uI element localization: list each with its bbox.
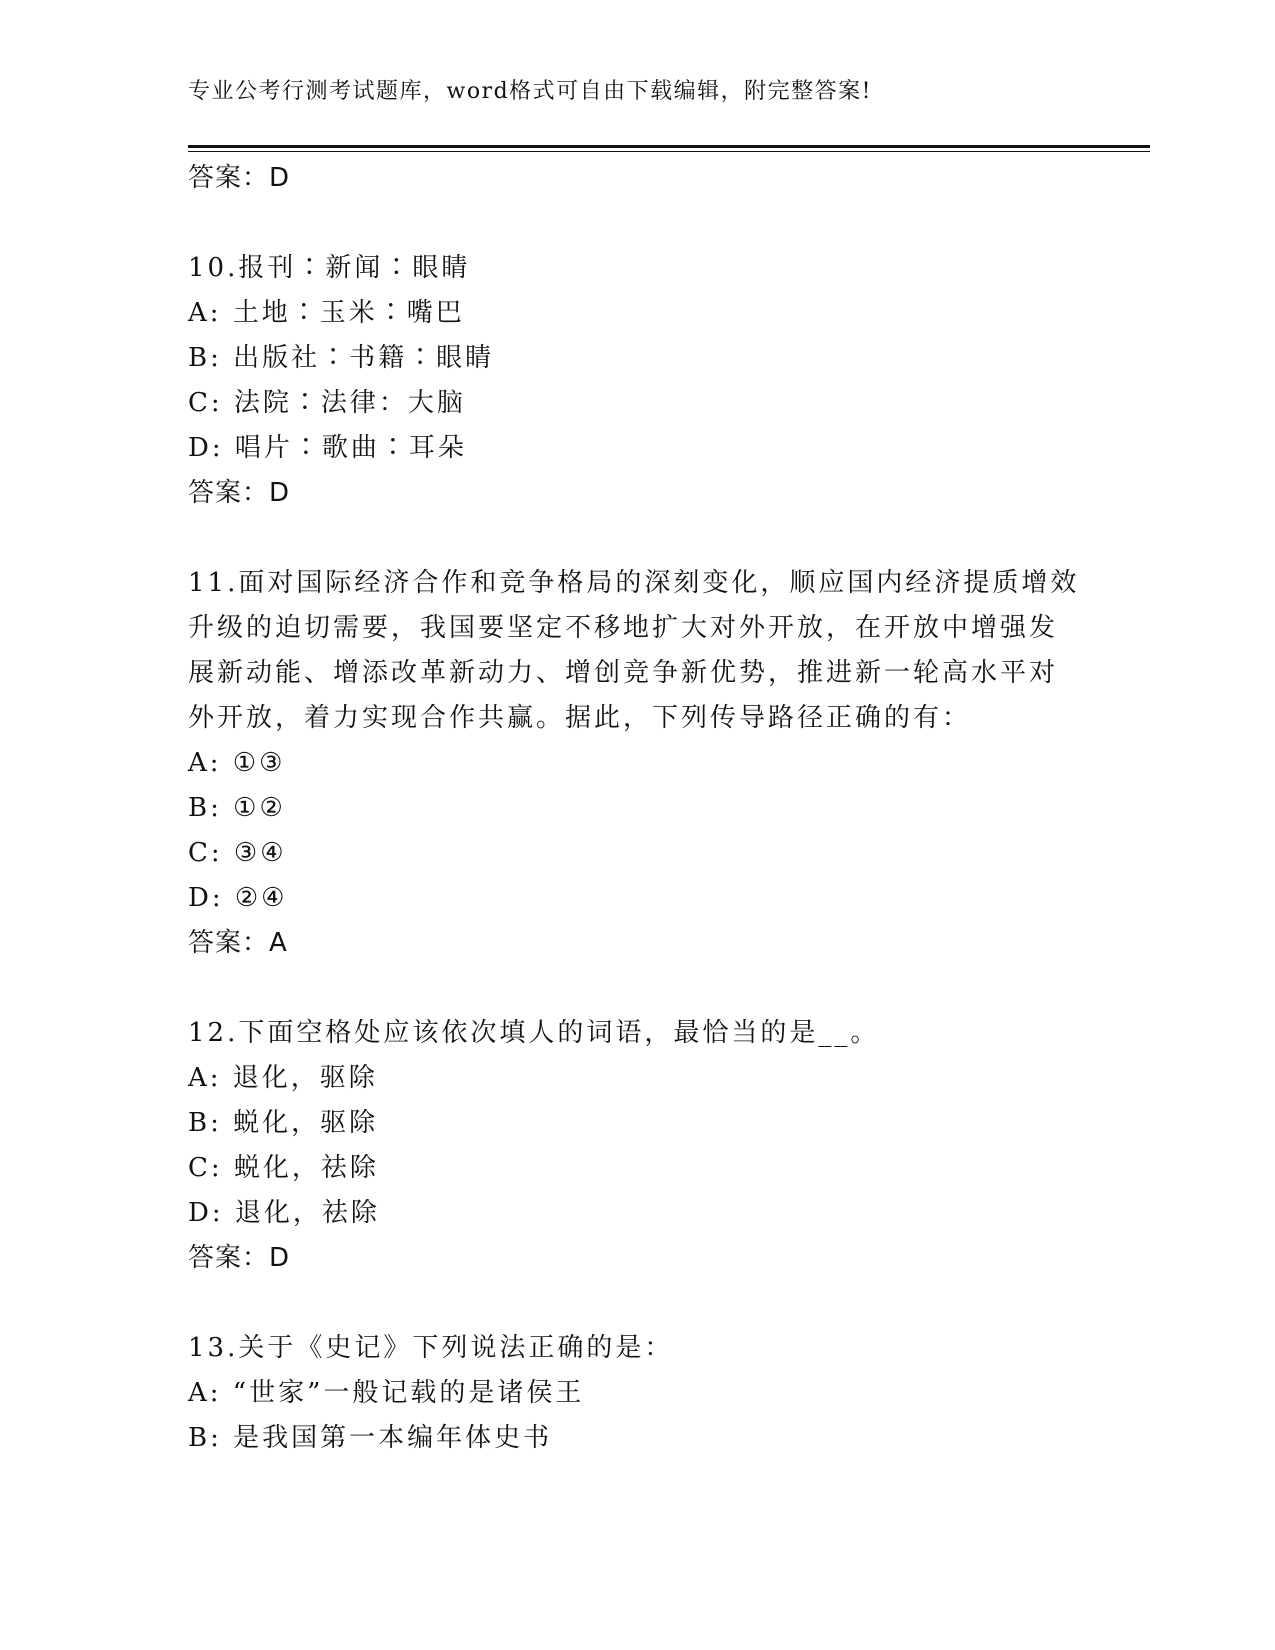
question-12-option-c: C: 蜕化，祛除	[188, 1153, 379, 1183]
question-11-stem: 外开放，着力实现合作共赢。据此，下列传导路径正确的有：	[188, 703, 972, 733]
question-11-stem: 展新动能、增添改革新动力、增创竞争新优势，推进新一轮高水平对	[188, 658, 1059, 688]
header-rule-thin	[188, 151, 1150, 152]
answer-line: 答案：D	[188, 1243, 291, 1273]
answer-line: 答案：D	[188, 478, 291, 508]
question-12-option-a: A: 退化，驱除	[188, 1063, 378, 1093]
question-11-option-c: C: ③④	[188, 838, 287, 868]
question-10-option-a: A: 土地∶玉米∶嘴巴	[188, 298, 465, 328]
header-rule-thick	[188, 145, 1150, 148]
answer-line: 答案：D	[188, 163, 291, 193]
question-13-stem: 13.关于《史记》下列说法正确的是：	[188, 1333, 674, 1363]
question-11-stem: 升级的迫切需要，我国要坚定不移地扩大对外开放，在开放中增强发	[188, 613, 1059, 643]
question-10-option-d: D: 唱片∶歌曲∶耳朵	[188, 433, 467, 463]
question-12-option-d: D: 退化，祛除	[188, 1198, 380, 1228]
question-13-option-a: A: “世家”一般记载的是诸侯王	[188, 1378, 585, 1408]
question-11-option-d: D: ②④	[188, 883, 288, 913]
page-header-text: 专业公考行测考试题库，word格式可自由下载编辑，附完整答案!	[188, 79, 873, 104]
question-10-option-b: B: 出版社∶书籍∶眼睛	[188, 343, 495, 373]
question-10-option-c: C: 法院∶法律：大脑	[188, 388, 466, 418]
question-11-option-b: B: ①②	[188, 793, 286, 823]
answer-line: 答案：A	[188, 928, 288, 958]
question-12-option-b: B: 蜕化，驱除	[188, 1108, 379, 1138]
question-13-option-b: B: 是我国第一本编年体史书	[188, 1423, 553, 1453]
question-10-stem: 10.报刊∶新闻∶眼睛	[188, 253, 471, 283]
question-11-option-a: A: ①③	[188, 748, 286, 778]
question-11-stem: 11.面对国际经济合作和竞争格局的深刻变化，顺应国内经济提质增效	[188, 568, 1080, 598]
question-12-stem: 12.下面空格处应该依次填人的词语，最恰当的是__。	[188, 1018, 880, 1048]
